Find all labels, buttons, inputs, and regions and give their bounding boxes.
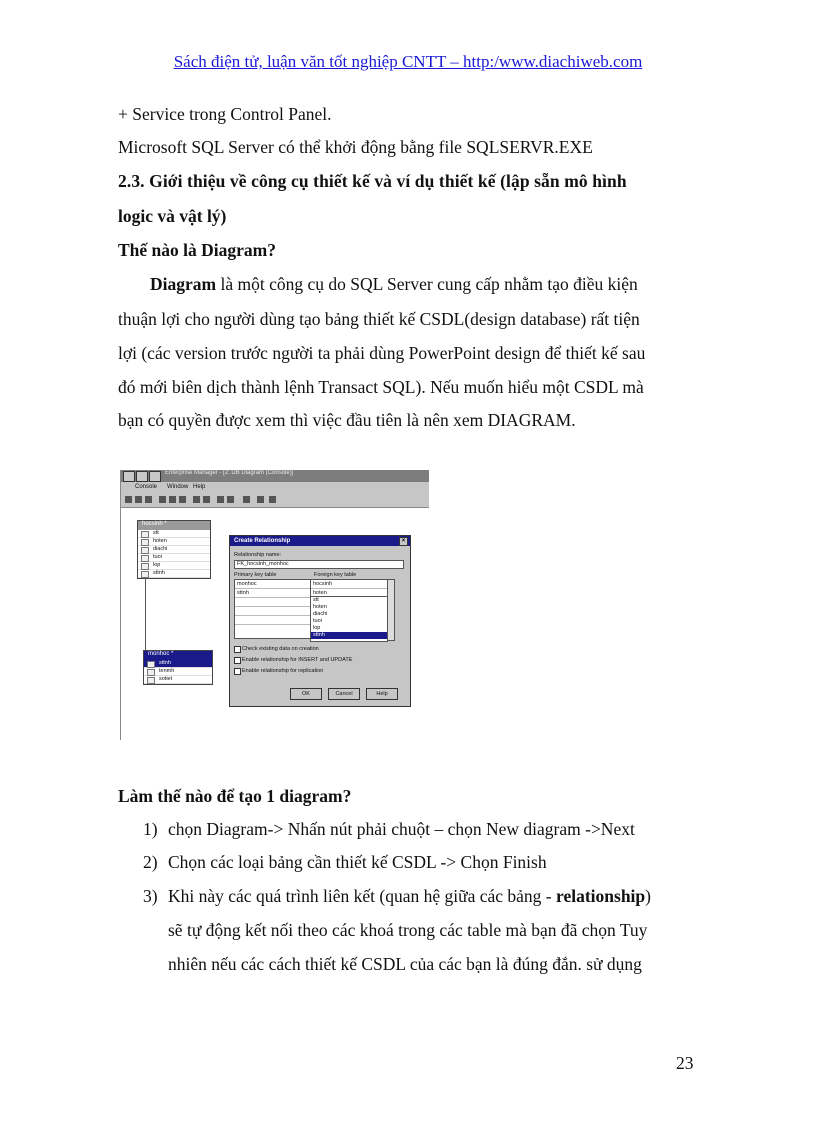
primary-key-grid[interactable] [234,579,312,639]
relationship-name-input[interactable]: FK_hocsinh_monhoc [234,560,404,569]
diagram-bold-term: Diagram [150,274,217,294]
list-item-continuation: nhiên nếu các cách thiết kế CSDL của các bạn là đúng đắn. sử dụng [168,954,642,974]
enable-replication-label: Enable relationship for replication [242,668,324,674]
page-number: 23 [676,1053,694,1073]
fk-table-cell: hocsinh [311,580,387,589]
list-number: 2) [143,852,158,872]
list-number: 1) [143,819,158,839]
app-title: Enterprise Manager - [2: DB Diagram (Console)] [165,470,294,476]
enable-insert-update-label: Enable relationship for INSERT and UPDATE [242,657,353,663]
paragraph-line4: đó mới biên dịch thành lệnh Transact SQL). Nếu muốn hiểu một CSDL mà [118,377,644,397]
subheading-what-is-diagram: Thế nào là Diagram? [118,240,276,260]
table-row: sttnh [138,570,210,578]
view-icon[interactable] [257,496,264,503]
list-item: Khi này các quá trình liên kết (quan hệ giữa các bảng - relationship) [168,886,651,906]
table-row: lop [138,562,210,570]
cut-icon[interactable] [159,496,166,503]
diagram-canvas [121,508,429,740]
menu-console[interactable]: Console [135,484,158,490]
help-button[interactable]: Help [366,688,398,700]
list-item-continuation: sẽ tự động kết nối theo các khoá trong các table mà bạn đã chọn Tuy [168,920,648,940]
menu-window[interactable]: Window [167,484,189,490]
dialog-title: Create Relationship × [230,536,410,546]
fk-column-cell[interactable]: hoten [311,589,387,598]
app-icon [123,471,135,482]
app-toolbar [121,493,429,508]
list-item: chọn Diagram-> Nhấn nút phải chuột – chọn New diagram ->Next [168,819,635,839]
primary-key-label: Primary key table [234,572,277,578]
zoom-icon[interactable] [217,496,224,503]
paragraph-line1 [150,274,696,294]
relationship-icon[interactable] [269,496,276,503]
paragraph-line3: lợi (các version trước người ta phải dùng PowerPoint design để thiết kế sau [118,343,646,363]
create-relationship-dialog [229,535,411,707]
pk-table-cell: monhoc [235,580,311,589]
relationship-name-label: Relationship name: [234,552,282,558]
relationship-bold-term: relationship [556,886,646,906]
menu-help[interactable]: Help [193,484,206,490]
window-icon-2 [149,471,161,482]
line-sqlservr: Microsoft SQL Server có thể khởi động bằng file SQLSERVR.EXE [118,137,593,157]
table-row: sotiet [144,676,212,684]
save-icon[interactable] [125,496,132,503]
monhoc-table-title: monhoc * [144,651,212,660]
ok-button[interactable]: OK [290,688,322,700]
print-icon[interactable] [135,496,142,503]
section-heading-line1: 2.3. Giới thiệu về công cụ thiết kế và ví dụ thiết kế (lập sẵn mô hình [118,171,627,191]
check-existing-checkbox[interactable] [234,646,241,653]
hocsinh-table[interactable] [137,520,211,579]
list-item[interactable]: diachi [313,611,328,617]
table-icon[interactable] [193,496,200,503]
table-row: tuoi [138,554,210,562]
table-row: diachi [138,546,210,554]
line-service: + Service trong Control Panel. [118,104,332,124]
list-number: 3) [143,886,158,906]
paragraph-line2: thuận lợi cho người dùng tạo bảng thiết kế CSDL(design database) rất tiện [118,309,640,329]
layout-icon[interactable] [227,496,234,503]
enable-replication-checkbox[interactable] [234,668,241,675]
section-heading-line2: logic và vật lý) [118,206,227,226]
foreign-key-label: Foreign key table [314,572,357,578]
monhoc-table[interactable] [143,650,213,685]
list-item[interactable]: tuoi [313,618,322,624]
paragraph-line1-text: là một công cụ do SQL Server cung cấp nhằm tạo điều kiện [216,274,638,294]
page-header-link[interactable]: Sách điện tử, luận văn tốt nghiệp CNTT – http:/www.diachiweb.com [173,52,643,71]
cancel-button[interactable]: Cancel [328,688,360,700]
relationship-line [145,578,146,650]
copy-icon[interactable] [145,496,152,503]
paste-icon[interactable] [169,496,176,503]
delete-icon[interactable] [179,496,186,503]
app-titlebar [121,470,429,482]
pk-column-cell[interactable]: sttnh [235,589,311,598]
app-menubar [121,482,429,493]
hocsinh-table-title: hocsinh * [138,521,210,530]
list-item[interactable]: lop [313,625,321,631]
subheading-how-to-create: Làm thế nào để tạo 1 diagram? [118,786,352,806]
help-icon[interactable] [243,496,250,503]
table-row: stt [138,530,210,538]
key-icon[interactable] [203,496,210,503]
table-row: hoten [138,538,210,546]
paragraph-line5: bạn có quyền được xem thì việc đầu tiên là nên xem DIAGRAM. [118,410,576,430]
list-item: Chọn các loại bảng cần thiết kế CSDL -> Chọn Finish [168,852,547,872]
diagram-screenshot-figure [120,470,429,740]
close-icon[interactable]: × [399,537,408,546]
column-dropdown-list[interactable] [310,596,388,642]
list-item[interactable]: sttnh [311,632,387,639]
key-icon [141,531,149,538]
table-row: sttnh [144,660,212,668]
list-item[interactable]: stt [313,597,319,603]
check-existing-label: Check existing data on creation [242,646,319,652]
window-icon [136,471,148,482]
grid-scrollbar[interactable] [387,579,395,641]
list-item[interactable]: hoten [313,604,327,610]
enable-insert-update-checkbox[interactable] [234,657,241,664]
table-row: tenmh [144,668,212,676]
